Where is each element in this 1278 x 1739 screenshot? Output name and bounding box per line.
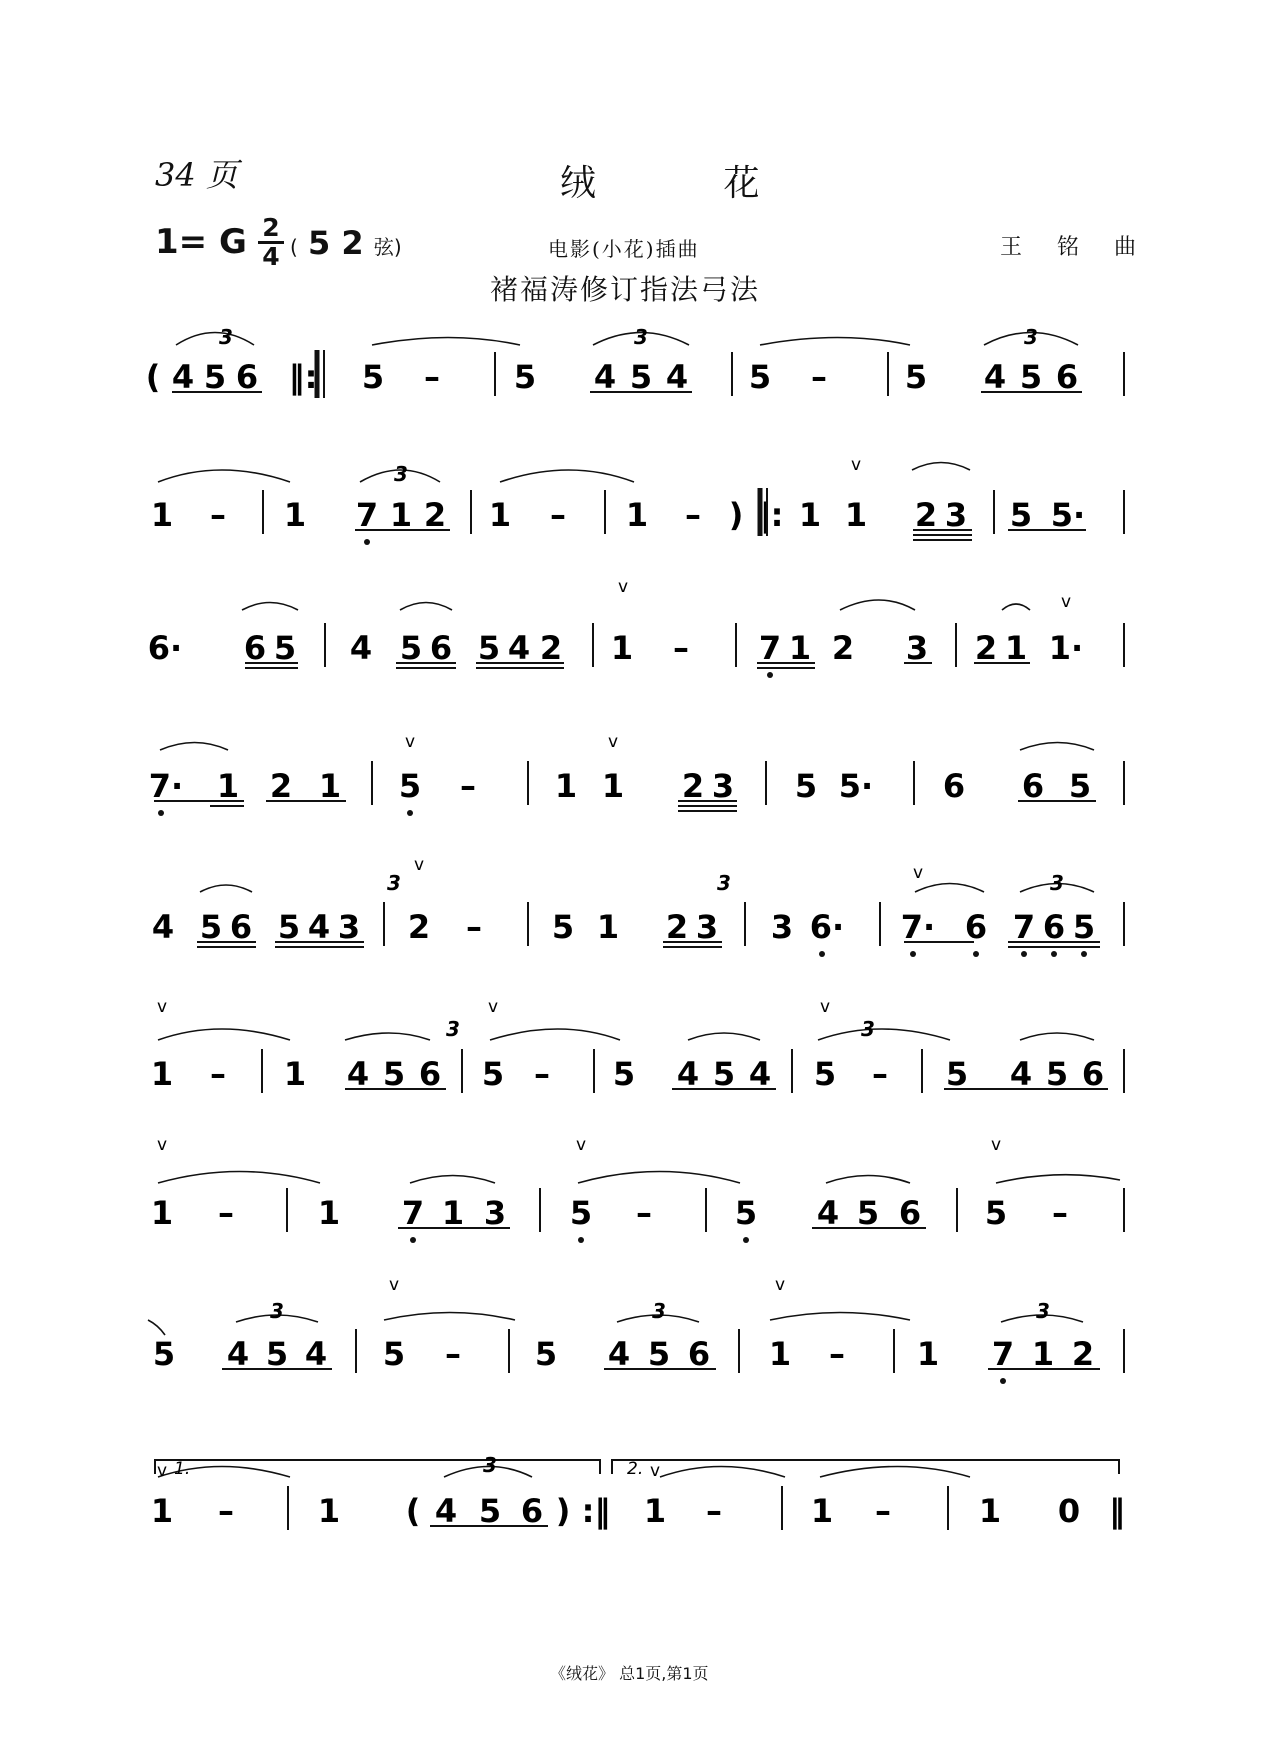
row-4-note: 7· xyxy=(148,767,184,805)
up-bow-mark: v xyxy=(156,1135,168,1155)
row-6-note: 5 xyxy=(382,1055,406,1093)
row-1-note: 5 xyxy=(203,358,227,396)
lower-octave-dot xyxy=(767,672,773,678)
tuning-suffix: 弦) xyxy=(373,235,402,259)
row-1-note: 5 xyxy=(1019,358,1043,396)
row-6-note: 4 xyxy=(676,1055,700,1093)
triplet-number: 3 xyxy=(219,325,233,349)
row-3-note: 2 xyxy=(539,629,563,667)
row-1-note: – xyxy=(424,358,440,396)
row-5-note: 7 xyxy=(1012,908,1036,946)
row-3-note: – xyxy=(673,629,689,667)
lower-octave-dot xyxy=(158,810,164,816)
row-2-note: – xyxy=(685,496,701,534)
row-7-note: 3 xyxy=(483,1194,507,1232)
row-1-note: ‖: xyxy=(288,358,318,396)
row-6-note: 5 xyxy=(1045,1055,1069,1093)
row-1-note: 5 xyxy=(748,358,772,396)
row-2-note: – xyxy=(550,496,566,534)
up-bow-mark: v xyxy=(1060,592,1072,612)
row-8-note: 4 xyxy=(226,1335,250,1373)
row-9-note: 6 xyxy=(520,1492,544,1530)
row-5-note: 6 xyxy=(1042,908,1066,946)
row-8-note: 5 xyxy=(647,1335,671,1373)
row-2-note: – xyxy=(210,496,226,534)
row-6-note: 4 xyxy=(1009,1055,1033,1093)
score-notes xyxy=(146,358,1125,1531)
row-2-note: ) xyxy=(728,496,744,534)
row-6-note: 5 xyxy=(712,1055,736,1093)
row-5-note: 3 xyxy=(770,908,794,946)
row-6-note: 1 xyxy=(150,1055,174,1093)
time-signature-top: 2 xyxy=(262,213,280,242)
row-8-note: 1 xyxy=(916,1335,940,1373)
row-5-note: 3 xyxy=(695,908,719,946)
lower-octave-dot xyxy=(410,1237,416,1243)
row-3-note: 5 xyxy=(273,629,297,667)
row-2-note: 7 xyxy=(355,496,379,534)
reviser-credit: 褚福涛修订指法弓法 xyxy=(490,273,761,306)
row-7-note: 7 xyxy=(401,1194,425,1232)
row-5-note: 2 xyxy=(407,908,431,946)
up-bow-mark: v xyxy=(388,1275,400,1295)
row-4-note: 6 xyxy=(1021,767,1045,805)
row-9-note: 1 xyxy=(317,1492,341,1530)
lower-octave-dot xyxy=(1051,951,1057,957)
row-8-note: 4 xyxy=(607,1335,631,1373)
row-4-note: 6 xyxy=(942,767,966,805)
composer-credit: 王 铭 曲 xyxy=(1000,235,1150,260)
row-6-note: 4 xyxy=(346,1055,370,1093)
triplet-number: 3 xyxy=(1050,871,1064,895)
row-4-note: 5· xyxy=(838,767,874,805)
row-5-note: 2 xyxy=(665,908,689,946)
row-3-note: 5 xyxy=(477,629,501,667)
subtitle: 电影(小花)插曲 xyxy=(548,237,700,261)
up-bow-mark: v xyxy=(413,855,425,875)
row-7-note: 5 xyxy=(569,1194,593,1232)
triplet-number: 3 xyxy=(1036,1299,1050,1323)
row-8-note: 6 xyxy=(687,1335,711,1373)
up-bow-mark: v xyxy=(819,997,831,1017)
row-4-note: 1 xyxy=(601,767,625,805)
lower-octave-dot xyxy=(973,951,979,957)
row-9-note: ) xyxy=(555,1492,571,1530)
up-bow-mark: v xyxy=(156,1461,168,1481)
lower-octave-dot xyxy=(364,539,370,545)
row-3-note: 1 xyxy=(1004,629,1028,667)
row-7-note: 5 xyxy=(856,1194,880,1232)
row-6-note: 6 xyxy=(1081,1055,1105,1093)
row-4-note: 5 xyxy=(398,767,422,805)
lower-octave-dot xyxy=(1021,951,1027,957)
up-bow-mark: v xyxy=(990,1135,1002,1155)
row-2-note: ‖: xyxy=(754,496,784,534)
row-1-note: 4 xyxy=(665,358,689,396)
row-8-note: 7 xyxy=(991,1335,1015,1373)
volta-bracket-second xyxy=(612,1460,1119,1474)
triplet-number: 3 xyxy=(652,1299,666,1323)
row-7-note: 4 xyxy=(816,1194,840,1232)
row-9-note: – xyxy=(875,1492,891,1530)
triplet-number: 3 xyxy=(483,1453,497,1477)
row-7-note: – xyxy=(218,1194,234,1232)
row-9-note: 4 xyxy=(434,1492,458,1530)
row-8-note: 5 xyxy=(265,1335,289,1373)
row-9-note: ‖ xyxy=(1109,1492,1125,1530)
triplet-number: 3 xyxy=(717,871,731,895)
row-5-note: – xyxy=(466,908,482,946)
lower-octave-dot xyxy=(743,1237,749,1243)
up-bow-mark: v xyxy=(649,1461,661,1481)
row-5-note: 5 xyxy=(199,908,223,946)
row-1-note: 6 xyxy=(1055,358,1079,396)
row-6-note: 5 xyxy=(813,1055,837,1093)
row-6-note: 5 xyxy=(481,1055,505,1093)
row-6-note: – xyxy=(534,1055,550,1093)
row-8-note: 4 xyxy=(304,1335,328,1373)
row-5-note: 5 xyxy=(277,908,301,946)
beam-lines xyxy=(151,392,1108,1526)
row-7-note: 1 xyxy=(150,1194,174,1232)
row-6-note: 6 xyxy=(418,1055,442,1093)
triplet-number: 3 xyxy=(387,871,401,895)
row-5-note: 6 xyxy=(964,908,988,946)
row-6-note: 4 xyxy=(748,1055,772,1093)
row-4-note: 1 xyxy=(318,767,342,805)
row-8-note: – xyxy=(445,1335,461,1373)
row-5-note: 1 xyxy=(596,908,620,946)
row-3-note: 4 xyxy=(349,629,373,667)
row-1-note: 6 xyxy=(235,358,259,396)
row-1-note: 5 xyxy=(904,358,928,396)
row-8-note: 5 xyxy=(152,1335,176,1373)
tuning-notes: 5 2 xyxy=(307,224,364,262)
row-8-note: – xyxy=(829,1335,845,1373)
row-5-note: 6· xyxy=(809,908,845,946)
row-7-note: 5 xyxy=(734,1194,758,1232)
row-9-note: – xyxy=(706,1492,722,1530)
row-9-note: 1 xyxy=(643,1492,667,1530)
row-3-note: 2 xyxy=(831,629,855,667)
row-6-note: – xyxy=(872,1055,888,1093)
row-1-note: 5 xyxy=(629,358,653,396)
tuning-open-paren: ( xyxy=(290,235,298,259)
triplet-number: 3 xyxy=(634,325,648,349)
row-1-note: 4 xyxy=(983,358,1007,396)
row-5-note: 5 xyxy=(551,908,575,946)
page-reference: 34 页 xyxy=(155,156,238,194)
row-7-note: – xyxy=(636,1194,652,1232)
page-footer: 《绒花》 总1页,第1页 xyxy=(550,1664,709,1683)
row-4-note: 1 xyxy=(554,767,578,805)
row-4-note: 1 xyxy=(216,767,240,805)
triplet-number: 3 xyxy=(861,1017,875,1041)
lower-octave-dot xyxy=(407,810,413,816)
lower-octave-dot xyxy=(1081,951,1087,957)
song-title: 绒 花 xyxy=(560,163,818,204)
row-3-note: 4 xyxy=(507,629,531,667)
row-2-note: 1 xyxy=(488,496,512,534)
row-1-note: 5 xyxy=(513,358,537,396)
up-bow-mark: v xyxy=(850,455,862,475)
row-3-note: 6· xyxy=(147,629,183,667)
up-bow-mark: v xyxy=(912,863,924,883)
key-signature: 1= G xyxy=(155,222,247,262)
row-9-note: 1 xyxy=(810,1492,834,1530)
row-7-note: – xyxy=(1052,1194,1068,1232)
row-2-note: 2 xyxy=(423,496,447,534)
volta-labels xyxy=(174,1459,643,1479)
row-6-note: – xyxy=(210,1055,226,1093)
row-1-note: ( xyxy=(145,358,161,396)
row-8-note: 1 xyxy=(768,1335,792,1373)
row-2-note: 1 xyxy=(150,496,174,534)
row-4-note: 5 xyxy=(794,767,818,805)
row-2-note: 5· xyxy=(1050,496,1086,534)
triplet-number: 3 xyxy=(446,1017,460,1041)
row-2-note: 1 xyxy=(283,496,307,534)
row-1-note: 4 xyxy=(171,358,195,396)
triplet-number: 3 xyxy=(394,462,408,486)
row-9-note: 5 xyxy=(478,1492,502,1530)
row-4-note: 3 xyxy=(711,767,735,805)
row-1-note: 5 xyxy=(361,358,385,396)
volta-label-second: 2. xyxy=(627,1459,644,1479)
row-2-note: 3 xyxy=(944,496,968,534)
row-9-note: :‖ xyxy=(581,1492,611,1530)
row-7-note: 1 xyxy=(317,1194,341,1232)
row-3-note: 1 xyxy=(788,629,812,667)
row-5-note: 3 xyxy=(337,908,361,946)
row-4-note: 2 xyxy=(269,767,293,805)
volta-label-first: 1. xyxy=(174,1459,191,1479)
row-4-note: 2 xyxy=(681,767,705,805)
row-2-note: 1 xyxy=(798,496,822,534)
row-6-note: 1 xyxy=(283,1055,307,1093)
row-4-note: – xyxy=(460,767,476,805)
row-5-note: 4 xyxy=(151,908,175,946)
row-5-note: 4 xyxy=(307,908,331,946)
row-2-note: 2 xyxy=(914,496,938,534)
row-6-note: 5 xyxy=(612,1055,636,1093)
time-signature-bottom: 4 xyxy=(262,242,280,271)
row-8-note: 1 xyxy=(1031,1335,1055,1373)
up-bow-mark: v xyxy=(774,1275,786,1295)
row-5-note: 5 xyxy=(1072,908,1096,946)
up-bow-mark: v xyxy=(617,577,629,597)
row-9-note: ( xyxy=(405,1492,421,1530)
row-2-note: 1 xyxy=(389,496,413,534)
row-8-note: 2 xyxy=(1071,1335,1095,1373)
row-8-note: 5 xyxy=(382,1335,406,1373)
row-3-note: 6 xyxy=(243,629,267,667)
row-9-note: 0 xyxy=(1057,1492,1081,1530)
row-2-note: 1 xyxy=(625,496,649,534)
row-4-note: 5 xyxy=(1068,767,1092,805)
row-5-note: 6 xyxy=(229,908,253,946)
up-bow-mark: v xyxy=(575,1135,587,1155)
row-9-note: 1 xyxy=(150,1492,174,1530)
row-9-note: 1 xyxy=(978,1492,1002,1530)
lower-octave-dot xyxy=(910,951,916,957)
lower-octave-dot xyxy=(1000,1378,1006,1384)
row-3-note: 2 xyxy=(974,629,998,667)
row-3-note: 1· xyxy=(1048,629,1084,667)
row-2-note: 5 xyxy=(1009,496,1033,534)
up-bow-mark: v xyxy=(156,997,168,1017)
row-3-note: 6 xyxy=(429,629,453,667)
triplet-number: 3 xyxy=(270,1299,284,1323)
row-7-note: 5 xyxy=(984,1194,1008,1232)
row-6-note: 5 xyxy=(945,1055,969,1093)
row-9-note: – xyxy=(218,1492,234,1530)
row-1-note: – xyxy=(811,358,827,396)
row-3-note: 1 xyxy=(610,629,634,667)
lower-octave-dot xyxy=(819,951,825,957)
row-8-note: 5 xyxy=(534,1335,558,1373)
up-bow-mark: v xyxy=(404,732,416,752)
up-bow-mark: v xyxy=(607,732,619,752)
row-3-note: 7 xyxy=(758,629,782,667)
triplet-number: 3 xyxy=(1024,325,1038,349)
lower-octave-dot xyxy=(578,1237,584,1243)
up-bow-mark: v xyxy=(487,997,499,1017)
row-1-note: 4 xyxy=(593,358,617,396)
row-7-note: 1 xyxy=(441,1194,465,1232)
row-7-note: 6 xyxy=(898,1194,922,1232)
row-2-note: 1 xyxy=(844,496,868,534)
row-5-note: 7· xyxy=(900,908,936,946)
row-3-note: 5 xyxy=(399,629,423,667)
row-3-note: 3 xyxy=(905,629,929,667)
